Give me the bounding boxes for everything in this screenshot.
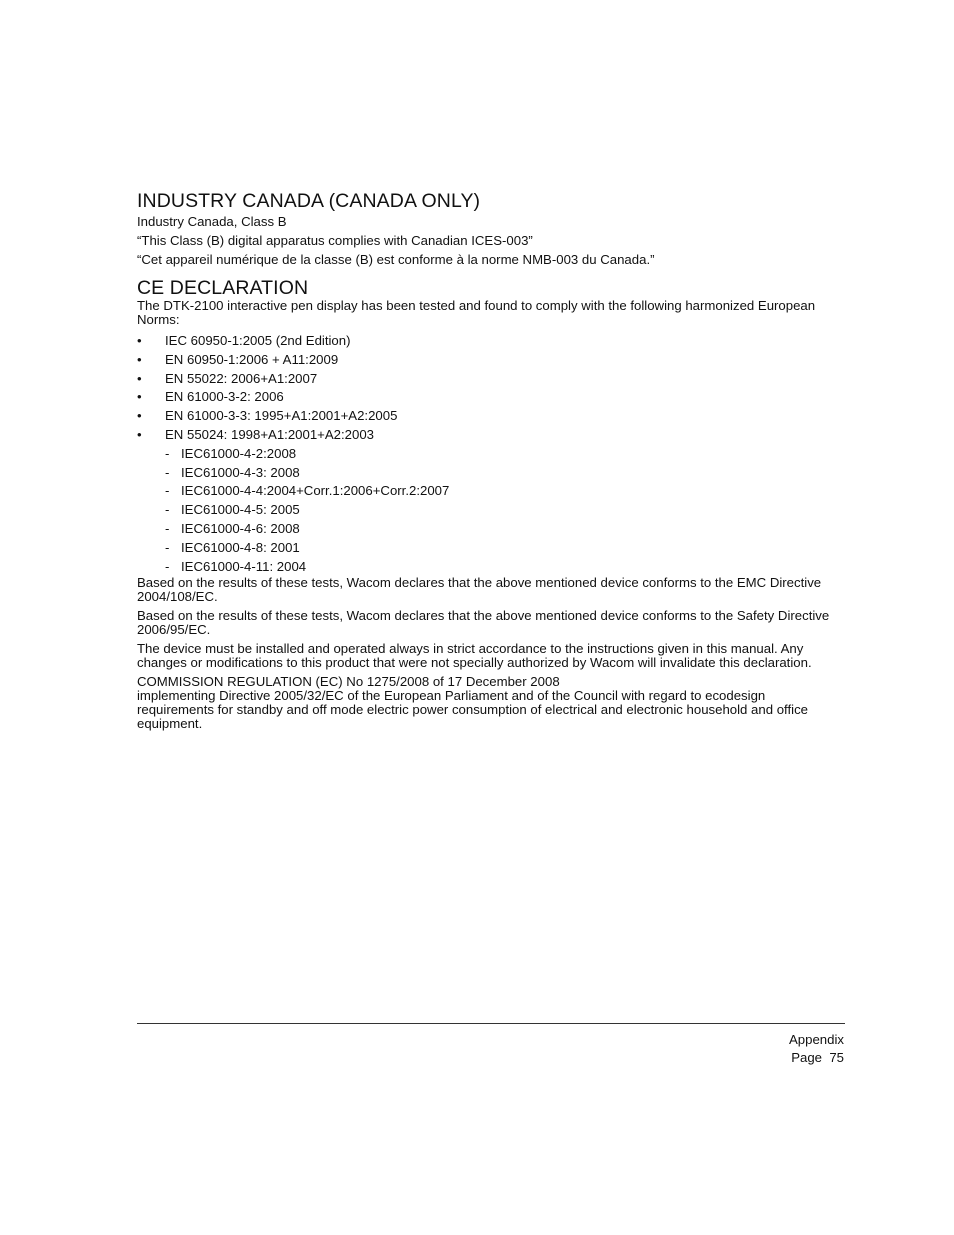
regulation-title: COMMISSION REGULATION (EC) No 1275/2008 of 17 December 2008 (137, 674, 560, 690)
footer-page-number: Page 75 (791, 1049, 844, 1065)
list-item (137, 388, 845, 407)
dash-mark: - (165, 445, 170, 461)
industry-canada-class: Industry Canada, Class B (137, 214, 287, 229)
industry-canada-heading: INDUSTRY CANADA (CANADA ONLY) (137, 190, 481, 212)
footer-section-label: Appendix (789, 1032, 844, 1047)
list-item (137, 351, 845, 370)
bullet-mark: • (137, 351, 142, 367)
industry-canada-french-statement: “Cet appareil numérique de la classe (B) est conforme à la norme NMB-003 du Canada.” (137, 252, 655, 267)
dash-mark: - (165, 558, 170, 574)
list-item (137, 539, 845, 558)
sub-norm-text: IEC61000-4-5: 2005 (181, 502, 300, 518)
norm-text: EN 61000-3-3: 1995+A1:2001+A2:2005 (165, 408, 398, 424)
sub-norm-text: IEC61000-4-3: 2008 (181, 464, 300, 480)
ce-intro: The DTK-2100 interactive pen display has been tested and found to comply with the following harmonized European Norms: (137, 298, 816, 327)
bullet-mark: • (137, 408, 142, 424)
bullet-mark: • (137, 389, 142, 405)
dash-mark: - (165, 464, 170, 480)
list-item (137, 558, 845, 577)
norm-text: EN 61000-3-2: 2006 (165, 389, 284, 405)
installation-statement: The device must be installed and operated always in strict accordance to the instructions given in this manual. Any changes or modifications to this product that were not specially authorized by Wacom will invalidate this declaration. (137, 641, 812, 671)
ce-declaration-heading: CE DECLARATION (137, 277, 309, 299)
bullet-mark: • (137, 426, 142, 442)
section-spacer (137, 269, 845, 277)
sub-norms-list (137, 445, 845, 577)
norm-text: IEC 60950-1:2005 (2nd Edition) (165, 333, 351, 348)
sub-norm-text: IEC61000-4-6: 2008 (181, 520, 300, 536)
list-item (137, 501, 845, 520)
list-item (137, 332, 845, 351)
safety-statement: Based on the results of these tests, Wacom declares that the above mentioned device conforms to the Safety Directive 2006/95/EC. (137, 608, 830, 638)
page-footer (789, 1031, 844, 1066)
list-item (137, 445, 845, 464)
page-content (137, 190, 845, 736)
dash-mark: - (165, 520, 170, 536)
sub-norm-text: IEC61000-4-2:2008 (181, 445, 297, 461)
list-item (137, 370, 845, 389)
sub-norm-text: IEC61000-4-4:2004+Corr.1:2006+Corr.2:2007 (181, 483, 450, 499)
list-item (137, 464, 845, 483)
bullet-mark: • (137, 333, 142, 348)
list-item (137, 482, 845, 501)
norms-list (137, 332, 845, 445)
dash-mark: - (165, 502, 170, 518)
norm-text: EN 55024: 1998+A1:2001+A2:2003 (165, 426, 374, 442)
norm-text: EN 55022: 2006+A1:2007 (165, 370, 318, 386)
dash-mark: - (165, 483, 170, 499)
dash-mark: - (165, 539, 170, 555)
bullet-mark: • (137, 370, 142, 386)
regulation-text: implementing Directive 2005/32/EC of the European Parliament and of the Council with regard to ecodesign requirements for standby and off mode electric power consumption of electrical and electronic household and office equipment. (137, 688, 808, 732)
sub-norm-text: IEC61000-4-11: 2004 (181, 558, 307, 574)
norm-text: EN 60950-1:2006 + A11:2009 (165, 351, 339, 367)
footer-divider (137, 1023, 845, 1024)
sub-norm-text: IEC61000-4-8: 2001 (181, 539, 300, 555)
industry-canada-english-statement: “This Class (B) digital apparatus complies with Canadian ICES-003” (137, 233, 533, 248)
list-item (137, 407, 845, 426)
list-item (137, 520, 845, 539)
emc-statement: Based on the results of these tests, Wacom declares that the above mentioned device conforms to the EMC Directive 2004/108/EC. (137, 575, 822, 605)
list-item (137, 426, 845, 445)
